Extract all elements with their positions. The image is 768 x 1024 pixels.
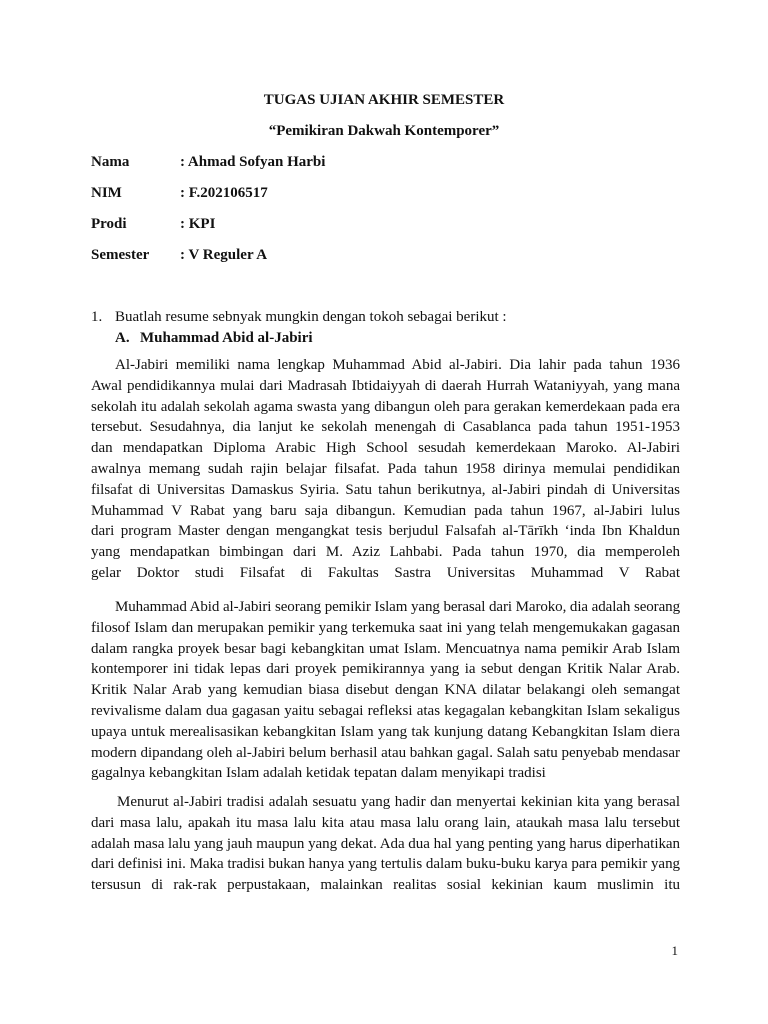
paragraph-line: awalnya memang sudah rajin belajar filsafat. Pada tahun 1958 dirinya memulai pendidikan bbox=[91, 460, 680, 477]
paragraph-line: yang mendapatkan bimbingan dari M. Aziz Lahbabi. Pada tahun 1970, dia memperoleh bbox=[91, 544, 680, 561]
paragraph-line: dari masa lalu, apakah itu masa lalu kita atau masa lalu orang lain, ataukah masa lalu tersebut bbox=[91, 814, 680, 831]
paragraph-biography bbox=[91, 355, 680, 584]
paragraph-line: gelar Doktor studi Filsafat di Fakultas Sastra Universitas Muhammad V Rabat bbox=[91, 564, 680, 581]
info-label: Semester bbox=[91, 247, 150, 263]
info-label: Nama bbox=[91, 154, 130, 170]
paragraph-line: filosof Islam dan merupakan pemikir yang terkemuka saat ini yang telah mengemukakan gagasan bbox=[91, 619, 680, 636]
paragraph-line: Muhammad V Rabat yang baru saja dibangun. Kemudian pada tahun 1967, al-Jabiri lulus bbox=[91, 502, 680, 519]
paragraph-line: adalah masa lalu yang jauh maupun yang dekat. Ada dua hal yang penting yang harus diperhatikan bbox=[91, 835, 680, 852]
document-subtitle: “Pemikiran Dakwah Kontemporer” bbox=[268, 123, 500, 139]
paragraph-line: dari definisi ini. Maka tradisi bukan hanya yang tertulis dalam buku-buku karya para pemikir yang bbox=[91, 856, 681, 873]
info-value: : F.202106517 bbox=[180, 185, 268, 201]
info-label: Prodi bbox=[91, 216, 127, 232]
info-label: NIM bbox=[91, 185, 122, 201]
paragraph-line: revivalisme dalam dua gagasan yaitu sebagai refleksi atas kegagalan kebangkitan Islam sekaligus bbox=[91, 702, 680, 719]
paragraph-line: upaya untuk merealisasikan kebangkitan Islam yang tak kunjung datang Kebangkitan Islam diera bbox=[91, 723, 680, 740]
paragraph-line: dan mendapatkan Diploma Arabic High School sesudah kemerdekaan Maroko. Al-Jabiri bbox=[91, 440, 680, 457]
paragraph-line: filsafat di Universitas Damaskus Syiria. Satu tahun berikutnya, al-Jabiri pindah di Universitas bbox=[91, 481, 680, 498]
paragraph-line: modern dipandang oleh al-Jabiri belum berhasil atau bahkan gagal. Salah satu penyebab mendasar bbox=[91, 744, 680, 761]
paragraph-line: Muhammad Abid al-Jabiri seorang pemikir Islam yang berasal dari Maroko, dia adalah seorang bbox=[115, 599, 680, 615]
paragraph-line: Menurut al-Jabiri tradisi adalah sesuatu yang hadir dan menyertai kekinian kita yang berasal bbox=[117, 794, 680, 810]
info-value: : V Reguler A bbox=[180, 247, 268, 263]
question-text: Buatlah resume sebnyak mungkin dengan tokoh sebagai berikut : bbox=[115, 309, 507, 325]
section-letter: A. bbox=[115, 330, 130, 346]
paragraph-line: Al-Jabiri memiliki nama lengkap Muhammad Abid al-Jabiri. Dia lahir pada tahun 1936 bbox=[115, 357, 680, 373]
paragraph-line: kontemporer ini tidak lepas dari proyek pemikirannya yang ia sebut dengan Kritik Nalar Arab. bbox=[91, 661, 680, 678]
info-value: : Ahmad Sofyan Harbi bbox=[180, 154, 326, 170]
page-number: 1 bbox=[671, 943, 678, 958]
section-title: Muhammad Abid al-Jabiri bbox=[140, 330, 313, 346]
paragraph-line: tersebut. Sesudahnya, dia lanjut ke sekolah menengah di Casablanca pada tahun 1951-1953 bbox=[91, 419, 680, 436]
paragraph-line: dari program Master dengan mengangkat tesis berjudul Falsafah al-Tārīkh ‘inda Ibn Khaldun bbox=[91, 523, 680, 540]
paragraph-line: tersusun di rak-rak perpustakaan, malainkan realitas sosial kekinian kaum muslimin itu bbox=[91, 877, 680, 894]
paragraph-line: Kritik Nalar Arab yang kemudian biasa disebut dengan KNA dilatar belakangi oleh semangat bbox=[91, 682, 680, 699]
paragraph-line: sekolah itu adalah sekolah agama swasta yang dibangun oleh para gerakan kemerdekaan pada era bbox=[91, 398, 680, 415]
paragraph-line: Awal pendidikannya mulai dari Madrasah Ibtidaiyyah di daerah Hurrah Wataniyyah, yang mana bbox=[91, 377, 680, 394]
paragraph-thought bbox=[91, 597, 680, 784]
section-heading bbox=[115, 330, 313, 347]
paragraph-tradition bbox=[91, 792, 680, 896]
paragraph-line: dalam rangka proyek besar bagi kebangkitan umat Islam. Mencuatnya nama pemikir Arab Islam bbox=[91, 640, 680, 657]
document-title: TUGAS UJIAN AKHIR SEMESTER bbox=[263, 92, 505, 108]
paragraph-line: gagalnya kebangkitan Islam adalah ketidak tepatan dalam menyikapi tradisi bbox=[91, 765, 546, 782]
question-number: 1. bbox=[91, 309, 103, 325]
info-value: : KPI bbox=[180, 216, 216, 232]
question-item bbox=[91, 309, 507, 326]
